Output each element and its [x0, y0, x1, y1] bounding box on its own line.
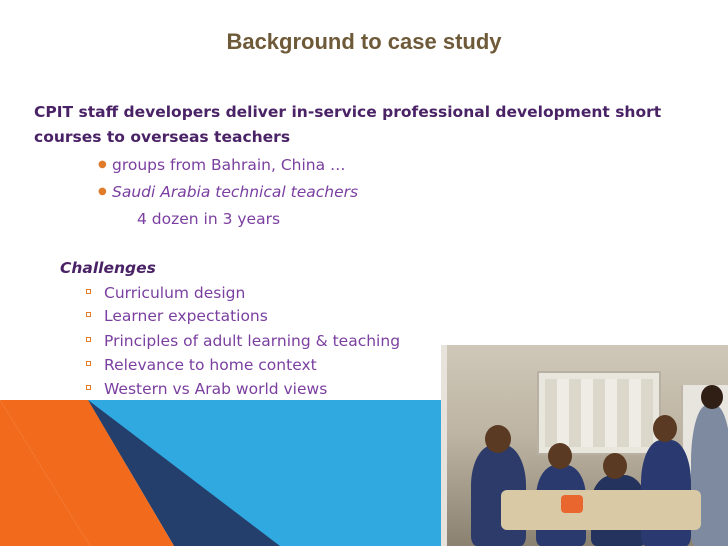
bullet-item	[98, 182, 359, 202]
square-bullet-icon	[86, 361, 91, 366]
bullet-text: Saudi Arabia technical teachers	[112, 183, 359, 201]
photo-person-head	[701, 385, 723, 409]
challenge-text: Relevance to home context	[104, 356, 317, 374]
sub-bullet-text: 4 dozen in 3 years	[137, 210, 281, 228]
photo-person-head	[603, 453, 627, 479]
intro-text: CPIT staff developers deliver in-service professional development short courses to overseas teachers	[34, 103, 662, 146]
square-bullet-icon	[86, 337, 91, 342]
photo-noticeboard	[537, 371, 661, 455]
photo-person-head	[485, 425, 511, 453]
square-bullet-icon	[86, 385, 91, 390]
bullet-item	[98, 155, 346, 175]
challenge-text: Learner expectations	[104, 307, 268, 325]
bullet-dot-icon: ●	[98, 159, 107, 170]
challenge-text: Curriculum design	[104, 284, 246, 302]
bullet-dot-icon: ●	[98, 186, 107, 197]
bullet-text: groups from Bahrain, China …	[112, 156, 346, 174]
slide-title: Background to case study	[226, 29, 502, 54]
challenge-item	[104, 355, 317, 375]
challenge-text: Principles of adult learning & teaching	[104, 332, 401, 350]
challenge-text: Western vs Arab world views	[104, 380, 328, 398]
challenge-item	[104, 379, 327, 399]
photo-person-head	[653, 415, 677, 442]
photo-border	[441, 345, 447, 546]
square-bullet-icon	[86, 289, 91, 294]
challenge-item	[104, 306, 268, 326]
square-bullet-icon	[86, 312, 91, 317]
photo-person-head	[548, 443, 572, 469]
challenge-item	[104, 331, 400, 351]
photo-table	[501, 490, 701, 530]
challenge-item	[104, 283, 245, 303]
challenges-heading: Challenges	[60, 259, 156, 277]
classroom-photo	[441, 345, 728, 546]
photo-item	[561, 495, 583, 513]
